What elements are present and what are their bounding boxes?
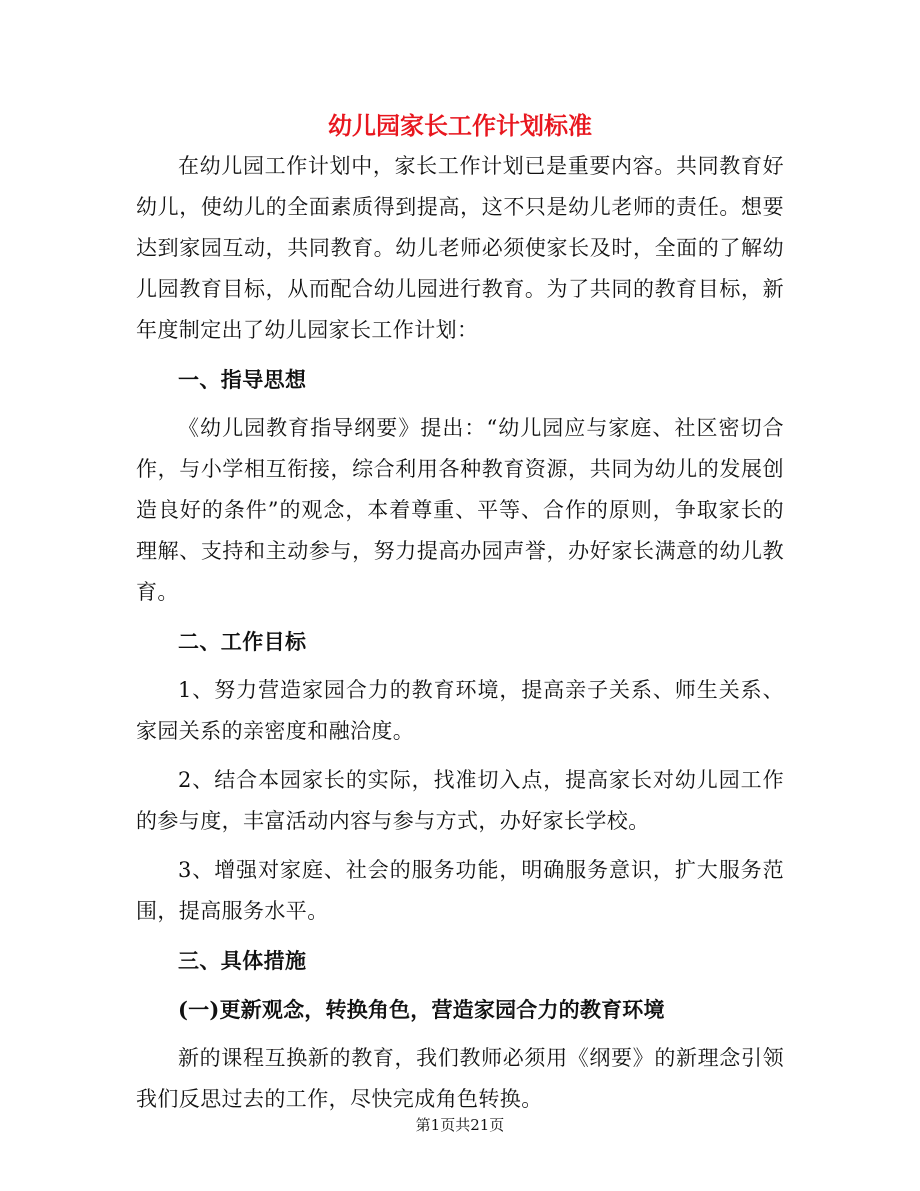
- measures-subheading: (一)更新观念，转换角色，营造家园合力的教育环境: [178, 997, 665, 1022]
- guiding-thought-paragraph: 《幼儿园教育指导纲要》提出：“幼儿园应与家庭、社区密切合作，与小学相互衔接，综合利用各种教育资源，共同为幼儿的发展创造良好的条件”的观念，本着尊重、平等、合作的原则，争取家长的理解、支持和主动参与，努力提高办园声誉，办好家长满意的幼儿教育。: [136, 416, 784, 604]
- page-number-footer: 第1页共21页: [415, 1116, 505, 1134]
- intro-paragraph: 在幼儿园工作计划中，家长工作计划已是重要内容。共同教育好幼儿，使幼儿的全面素质得到提高，这不只是幼儿老师的责任。想要达到家园互动，共同教育。幼儿老师必须使家长及时，全面的了解幼儿园教育目标，从而配合幼儿园进行教育。为了共同的教育目标，新年度制定出了幼儿园家长工作计划：: [136, 154, 784, 342]
- work-goal-item-3: 3、增强对家庭、社会的服务功能，明确服务意识，扩大服务范围，提高服务水平。: [136, 858, 784, 923]
- measures-paragraph: 新的课程互换新的教育，我们教师必须用《纲要》的新理念引领我们反思过去的工作，尽快完成角色转换。: [136, 1046, 784, 1111]
- section-heading-guiding-thought: 一、指导思想: [178, 367, 307, 392]
- document-title: 幼儿园家长工作计划标准: [328, 111, 592, 140]
- work-goal-item-2: 2、结合本园家长的实际，找准切入点，提高家长对幼儿园工作的参与度，丰富活动内容与参与方式，办好家长学校。: [136, 768, 784, 833]
- work-goal-item-1: 1、努力营造家园合力的教育环境，提高亲子关系、师生关系、家园关系的亲密度和融洽度。: [136, 678, 784, 743]
- document-body: [136, 146, 784, 1128]
- section-heading-measures: 三、具体措施: [178, 948, 307, 973]
- section-heading-work-goals: 二、工作目标: [178, 629, 307, 654]
